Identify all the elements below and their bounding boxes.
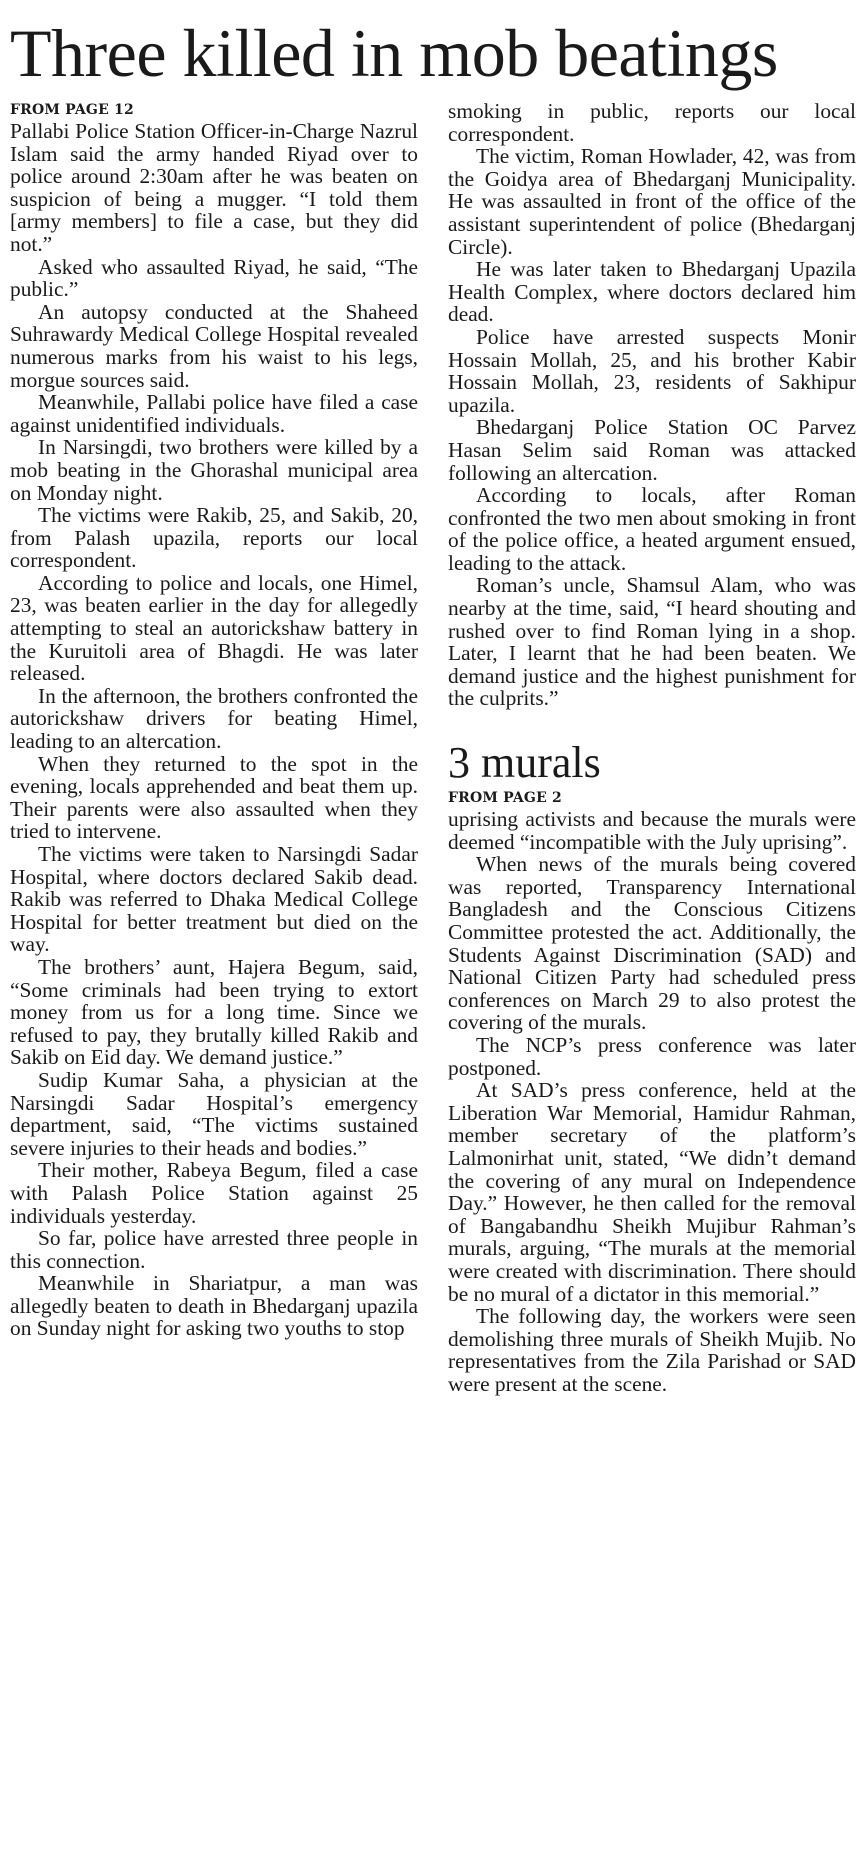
paragraph: The NCP’s press conference was later postponed. <box>448 1032 856 1080</box>
paragraph: When they returned to the spot in the evening, locals apprehended and beat them up. Their parents were also assaulted when they tried to intervene. <box>10 751 418 844</box>
paragraph: So far, police have arrested three people in this connection. <box>10 1226 418 1273</box>
paragraph: smoking in public, reports our local correspondent. <box>448 99 856 146</box>
paragraph: Bhedarganj Police Station OC Parvez Hasan Selim said Roman was attacked following an altercation. <box>448 415 856 485</box>
paragraph: Meanwhile in Shariatpur, a man was allegedly beaten to death in Bhedarganj upazila on Sunday night for asking two youths to stop <box>10 1271 418 1341</box>
paragraph: According to locals, after Roman confronted the two men about smoking in front of the police office, a heated argument ensued, leading to the attack. <box>448 483 856 575</box>
article-body-left <box>10 120 418 1340</box>
paragraph: The following day, the workers were seen demolishing three murals of Sheikh Mujib. No representatives from the Zila Parishad or SAD were present at the scene. <box>448 1304 856 1396</box>
paragraph: The victims were Rakib, 25, and Sakib, 20, from Palash upazila, reports our local correspondent. <box>10 503 418 573</box>
continuation-kicker: FROM PAGE 12 <box>10 102 134 118</box>
paragraph: At SAD’s press conference, held at the Liberation War Memorial, Hamidur Rahman, member secretary of the platform’s Lalmonirhat unit, stated, “We didn’t demand the covering of any mural on Independence Day.” However, he then called for the removal of Bangabandhu Sheikh Mujibur Rahman’s murals, arguing, “The murals at the memorial were created with discrimination. There should be no mural of a dictator in this memorial.” <box>448 1078 856 1306</box>
paragraph: Pallabi Police Station Officer-in-Charge Nazrul Islam said the army handed Riyad over to police around 2:30am after he was beaten on suspicion of being a mugger. “I told them [army members] to file a case, but they did not.” <box>10 119 418 256</box>
second-article-headline: 3 murals <box>448 738 601 788</box>
article-headline: Three killed in mob beatings <box>10 15 778 91</box>
paragraph: Police have arrested suspects Monir Hossain Mollah, 25, and his brother Kabir Hossain Mollah, 23, residents of Sakhipur upazila. <box>448 324 856 417</box>
paragraph: Roman’s uncle, Shamsul Alam, who was nearby at the time, said, “I heard shouting and rushed over to find Roman lying in a shop. Later, I learnt that he had been beaten. We demand justice and the highest punishment for the culprits.” <box>448 573 856 711</box>
paragraph: uprising activists and because the murals were deemed “incompatible with the July uprising”. <box>448 807 856 854</box>
article-right-column <box>448 100 856 1395</box>
article-body-right <box>448 100 856 710</box>
paragraph: According to police and locals, one Himel, 23, was beaten earlier in the day for allegedly attempting to steal an autorickshaw battery in the Kuruitoli area of Bhagdi. He was later released. <box>10 570 418 686</box>
paragraph: Sudip Kumar Saha, a physician at the Narsingdi Sadar Hospital’s emergency department, said, “The victims sustained severe injuries to their heads and bodies.” <box>10 1067 418 1160</box>
paragraph: The victim, Roman Howlader, 42, was from the Goidya area of Bhedarganj Municipality. He was assaulted in front of the office of the assistant superintendent of police (Bhedarganj Circle). <box>448 144 856 259</box>
continuation-kicker: FROM PAGE 2 <box>448 790 562 807</box>
article-left-column <box>10 100 418 1340</box>
paragraph: He was later taken to Bhedarganj Upazila Health Complex, where doctors declared him dead. <box>448 257 856 327</box>
paragraph: Meanwhile, Pallabi police have filed a case against unidentified individuals. <box>10 390 418 437</box>
paragraph: The brothers’ aunt, Hajera Begum, said, “Some criminals had been trying to extort money from us for a long time. Since we refused to pay, they brutally killed Rakib and Sakib on Eid day. We demand justice.” <box>10 954 418 1070</box>
paragraph: When news of the murals being covered was reported, Transparency International Bangladesh and the Conscious Citizens Committee protested the act. Additionally, the Students Against Discrimination (SAD) and National Citizen Party had scheduled press conferences on March 29 to also protest the covering of the murals. <box>448 852 856 1035</box>
paragraph: Their mother, Rabeya Begum, filed a case with Palash Police Station against 25 individuals yesterday. <box>10 1158 418 1228</box>
paragraph: The victims were taken to Narsingdi Sadar Hospital, where doctors declared Sakib dead. Rakib was referred to Dhaka Medical College Hospital for better treatment but died on the way. <box>10 842 418 957</box>
paragraph: In the afternoon, the brothers confronted the autorickshaw drivers for beating Himel, leading to an altercation. <box>10 683 418 754</box>
paragraph: Asked who assaulted Riyad, he said, “The public.” <box>10 254 418 302</box>
second-article-body <box>448 808 856 1395</box>
paragraph: An autopsy conducted at the Shaheed Suhrawardy Medical College Hospital revealed numerous marks from his waist to his legs, morgue sources said. <box>10 299 418 392</box>
paragraph: In Narsingdi, two brothers were killed by a mob beating in the Ghorashal municipal area on Monday night. <box>10 435 418 505</box>
